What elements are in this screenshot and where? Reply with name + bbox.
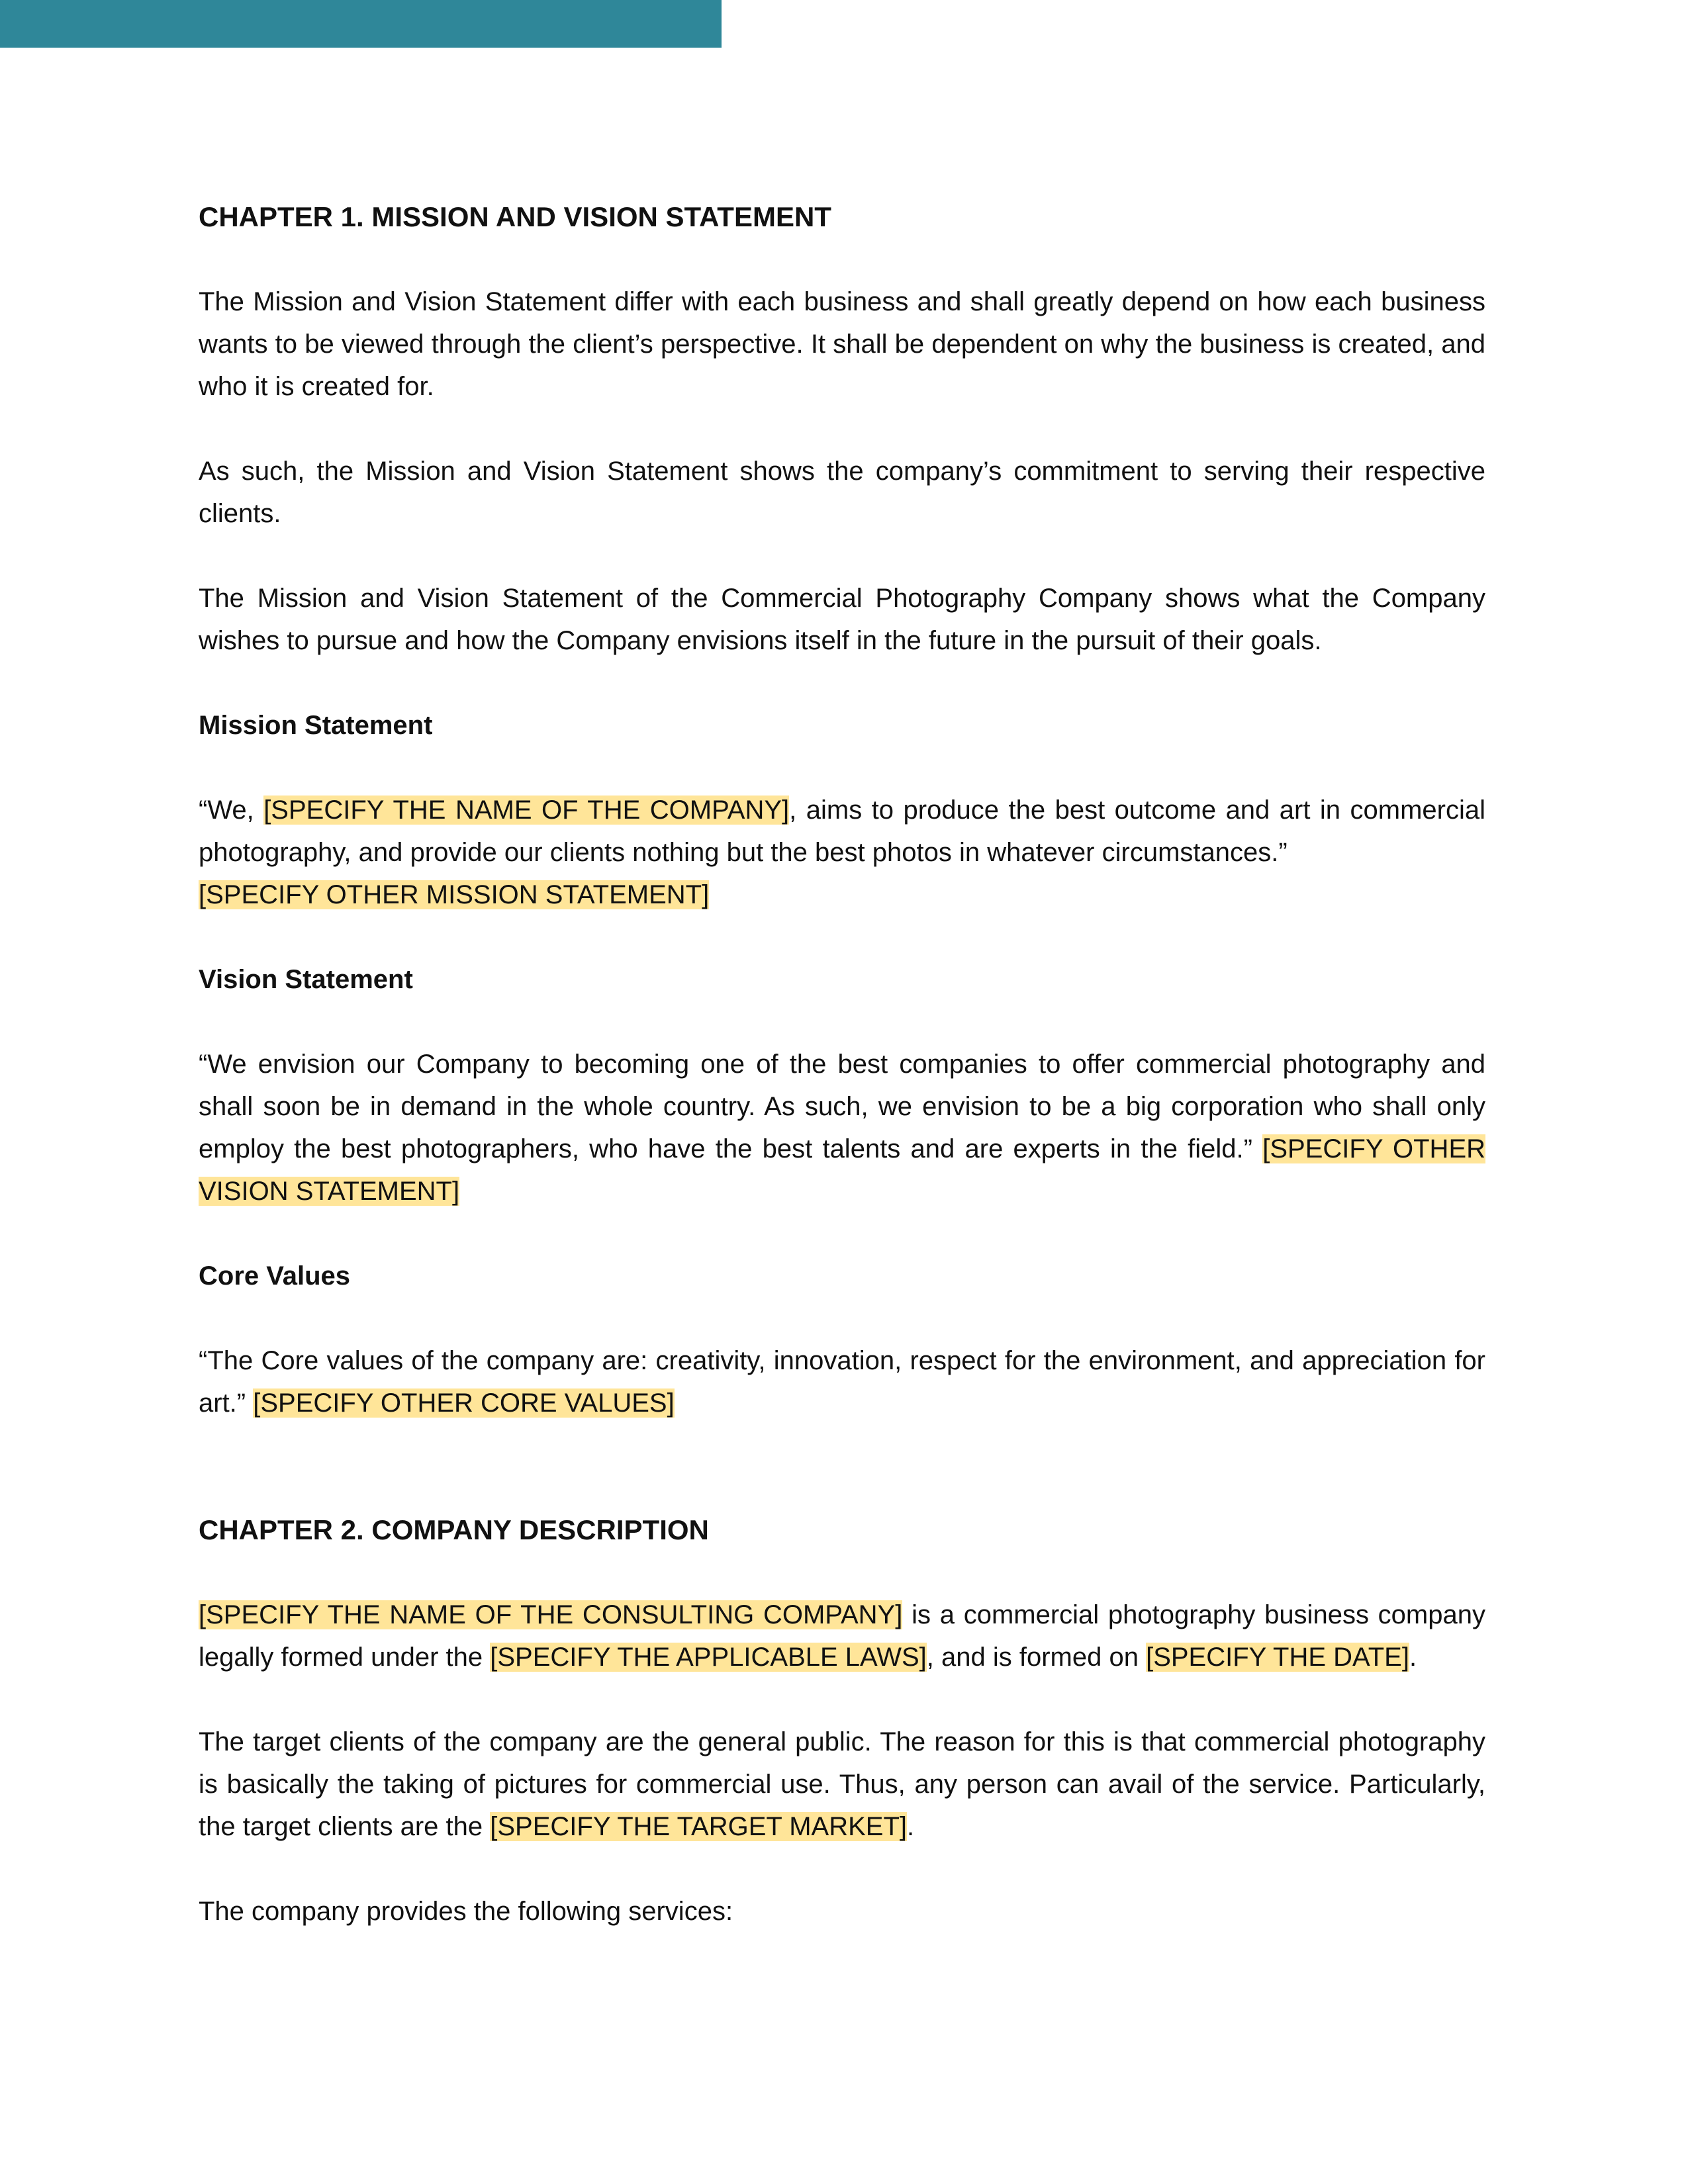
chapter-2-heading: CHAPTER 2. COMPANY DESCRIPTION xyxy=(199,1514,709,1545)
chapter-1-paragraph-2: As such, the Mission and Vision Statement shows the company’s commitment to serving their respective clients. xyxy=(199,457,1485,528)
mission-text-start: “We, xyxy=(199,796,264,825)
company-description-text-a: is a commercial photography business company legally formed under the xyxy=(199,1600,1485,1672)
core-values-heading: Core Values xyxy=(199,1261,351,1291)
mission-statement-text xyxy=(199,789,1485,874)
header-accent-bar xyxy=(0,0,722,48)
vision-statement-heading: Vision Statement xyxy=(199,965,413,994)
placeholder-target-market: [SPECIFY THE TARGET MARKET] xyxy=(490,1812,908,1841)
vision-statement-text xyxy=(199,1043,1485,1212)
document-body xyxy=(199,196,1485,1933)
chapter-1-paragraph-1: The Mission and Vision Statement differ with each business and shall greatly depend on how each business wants to be viewed through the client’s perspective. It shall be dependent on why the business is created, and who it is created for. xyxy=(199,287,1485,401)
chapter-2-paragraph-3: The company provides the following services: xyxy=(199,1897,733,1926)
core-values-text xyxy=(199,1340,1485,1424)
company-description-text-b: , and is formed on xyxy=(926,1643,1147,1672)
target-clients-text-a: The target clients of the company are the general public. The reason for this is that commercial photography is basically the taking of pictures for commercial use. Thus, any person can avail of the service. Particularly, the target clients are the xyxy=(199,1727,1485,1841)
chapter-2-paragraph-2 xyxy=(199,1721,1485,1848)
company-description-text-c: . xyxy=(1409,1643,1417,1672)
placeholder-applicable-laws: [SPECIFY THE APPLICABLE LAWS] xyxy=(490,1643,927,1672)
placeholder-date: [SPECIFY THE DATE] xyxy=(1146,1643,1409,1672)
mission-other-line xyxy=(199,874,1485,916)
chapter-1-heading: CHAPTER 1. MISSION AND VISION STATEMENT xyxy=(199,201,831,232)
placeholder-company-name: [SPECIFY THE NAME OF THE COMPANY] xyxy=(263,796,790,825)
placeholder-consulting-company: [SPECIFY THE NAME OF THE CONSULTING COMPANY] xyxy=(199,1600,903,1629)
core-values-statement: “The Core values of the company are: creativity, innovation, respect for the environment, and appreciation for art.” xyxy=(199,1346,1485,1418)
mission-statement-heading: Mission Statement xyxy=(199,711,433,740)
mission-text-end: , aims to produce the best outcome and art in commercial photography, and provide our clients nothing but the best photos in whatever circumstances.” xyxy=(199,796,1486,867)
chapter-2-paragraph-1 xyxy=(199,1594,1485,1678)
placeholder-other-core-values: [SPECIFY OTHER CORE VALUES] xyxy=(253,1388,675,1418)
vision-text: “We envision our Company to becoming one of the best companies to offer commercial photography and shall soon be in demand in the whole country. As such, we envision to be a big corporation who shall only employ the best photographers, who have the best talents and are experts in the field.” xyxy=(199,1050,1485,1163)
target-clients-text-b: . xyxy=(907,1812,915,1841)
chapter-1-paragraph-3: The Mission and Vision Statement of the Commercial Photography Company shows what the Company wishes to pursue and how the Company envisions itself in the future in the pursuit of their goals. xyxy=(199,584,1485,655)
placeholder-other-vision: [SPECIFY OTHER VISION STATEMENT] xyxy=(199,1134,1486,1206)
placeholder-other-mission: [SPECIFY OTHER MISSION STATEMENT] xyxy=(199,880,710,909)
